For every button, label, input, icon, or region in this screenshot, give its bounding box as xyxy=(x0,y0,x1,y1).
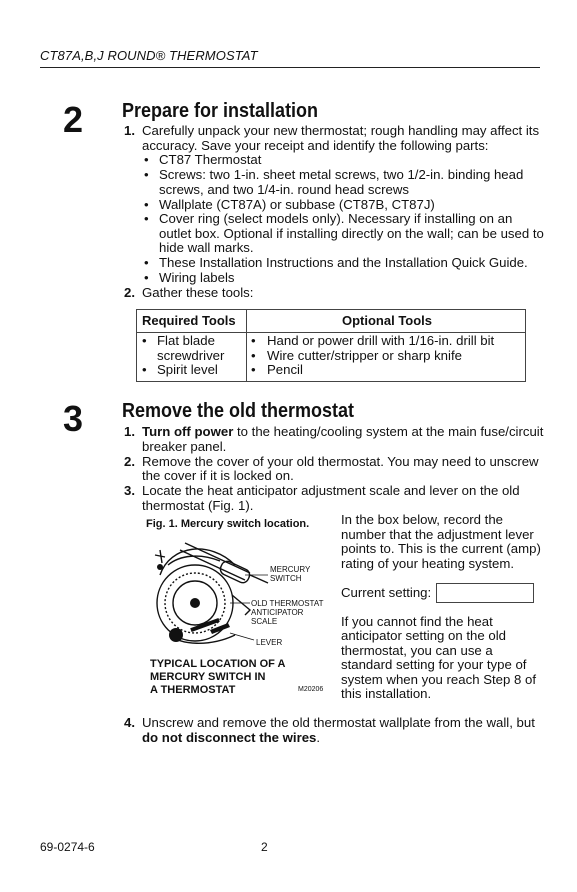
instruction-line: breaker panel. xyxy=(142,439,227,454)
bullet: • xyxy=(144,197,149,212)
bullet: • xyxy=(251,333,256,348)
fallback-instruction: thermostat, you can use a xyxy=(341,643,493,658)
optional-tools-header: Optional Tools xyxy=(342,313,433,328)
figure-description: TYPICAL LOCATION OF A MERCURY SWITCH IN A THERMOSTAT xyxy=(150,658,286,696)
anticipator-scale-label: OLD THERMOSTAT ANTICIPATOR SCALE xyxy=(251,599,324,626)
list-number: 2. xyxy=(124,454,135,469)
bullet: • xyxy=(144,270,149,285)
figure-code: M20206 xyxy=(298,686,324,693)
mercury-switch-figure xyxy=(150,535,330,655)
list-number: 1. xyxy=(124,123,135,138)
step-number-3: 3 xyxy=(63,398,84,439)
parts-item: hide wall marks. xyxy=(159,240,254,255)
instruction-line xyxy=(142,731,320,746)
section-title-remove: Remove the old thermostat xyxy=(122,400,355,422)
parts-item: These Installation Instructions and the Installation Quick Guide. xyxy=(159,255,528,270)
table-column-divider xyxy=(246,310,247,381)
required-tool: Spirit level xyxy=(157,362,218,377)
bullet: • xyxy=(144,255,149,270)
record-instruction: In the box below, record the xyxy=(341,512,504,527)
parts-item: Screws: two 1-in. sheet metal screws, two 1/2-in. binding head xyxy=(159,167,524,182)
bullet: • xyxy=(251,348,256,363)
current-setting-label: Current setting: xyxy=(341,585,432,600)
parts-item: screws, and two 1/4-in. round head screws xyxy=(159,182,409,197)
figure-caption: Fig. 1. Mercury switch location. xyxy=(146,518,310,530)
instruction-text: . xyxy=(316,730,321,745)
emphasis-text: do not disconnect the wires xyxy=(142,730,317,745)
mercury-switch-label: MERCURY SWITCH xyxy=(270,565,311,583)
parts-item: outlet box. Optional if installing directly on the wall; can be used to xyxy=(159,226,544,241)
instruction-line: Gather these tools: xyxy=(142,285,254,300)
bullet: • xyxy=(144,211,149,226)
header-divider xyxy=(40,67,540,68)
list-number: 1. xyxy=(124,424,135,439)
instruction-line: accuracy. Save your receipt and identify the following parts: xyxy=(142,138,489,153)
bullet: • xyxy=(142,362,147,377)
bullet: • xyxy=(144,167,149,182)
instruction-line: Carefully unpack your new thermostat; rough handling may affect its xyxy=(142,123,540,138)
parts-item: Wiring labels xyxy=(159,270,235,285)
tools-table xyxy=(136,309,526,382)
emphasis-text: Turn off power xyxy=(142,424,234,439)
optional-tool: Wire cutter/stripper or sharp knife xyxy=(267,348,462,363)
instruction-line: Remove the cover of your old thermostat. You may need to unscrew xyxy=(142,454,539,469)
step-number-2: 2 xyxy=(63,99,84,140)
bullet: • xyxy=(251,362,256,377)
fallback-instruction: standard setting for your type of xyxy=(341,657,527,672)
bullet: • xyxy=(144,152,149,167)
list-number: 2. xyxy=(124,285,135,300)
record-instruction: points to. This is the current (amp) xyxy=(341,541,541,556)
section-title-prepare: Prepare for installation xyxy=(122,100,319,122)
record-instruction: number that the adjustment lever xyxy=(341,527,534,542)
instruction-line: the cover if it is locked on. xyxy=(142,468,294,483)
instruction-line: thermostat (Fig. 1). xyxy=(142,498,254,513)
fallback-instruction: system when you reach Step 8 of xyxy=(341,672,536,687)
list-number: 4. xyxy=(124,715,135,730)
optional-tool: Pencil xyxy=(267,362,303,377)
lever-label: LEVER xyxy=(256,638,283,647)
fallback-instruction: If you cannot find the heat xyxy=(341,614,493,629)
required-tool: Flat blade xyxy=(157,333,215,348)
optional-tool: Hand or power drill with 1/16-in. drill bit xyxy=(267,333,495,348)
current-setting-box xyxy=(436,583,534,603)
document-number: 69-0274-6 xyxy=(40,840,95,854)
page-header: CT87A,B,J ROUND® THERMOSTAT xyxy=(40,48,258,63)
page-number: 2 xyxy=(261,840,268,854)
instruction-line: Locate the heat anticipator adjustment scale and lever on the old xyxy=(142,483,520,498)
record-instruction: rating of your heating system. xyxy=(341,556,514,571)
instruction-line xyxy=(142,425,543,440)
bullet: • xyxy=(142,333,147,348)
instruction-line: Unscrew and remove the old thermostat wallplate from the wall, but xyxy=(142,715,535,730)
fallback-instruction: this installation. xyxy=(341,686,432,701)
parts-item: CT87 Thermostat xyxy=(159,152,262,167)
fallback-instruction: anticipator setting on the old xyxy=(341,628,506,643)
required-tool: screwdriver xyxy=(157,348,225,363)
instruction-text: to the heating/cooling system at the main fuse/circuit xyxy=(233,424,544,439)
parts-item: Wallplate (CT87A) or subbase (CT87B, CT87J) xyxy=(159,197,435,212)
list-number: 3. xyxy=(124,483,135,498)
parts-item: Cover ring (select models only). Necessary if installing on an xyxy=(159,211,513,226)
required-tools-header: Required Tools xyxy=(142,313,236,328)
